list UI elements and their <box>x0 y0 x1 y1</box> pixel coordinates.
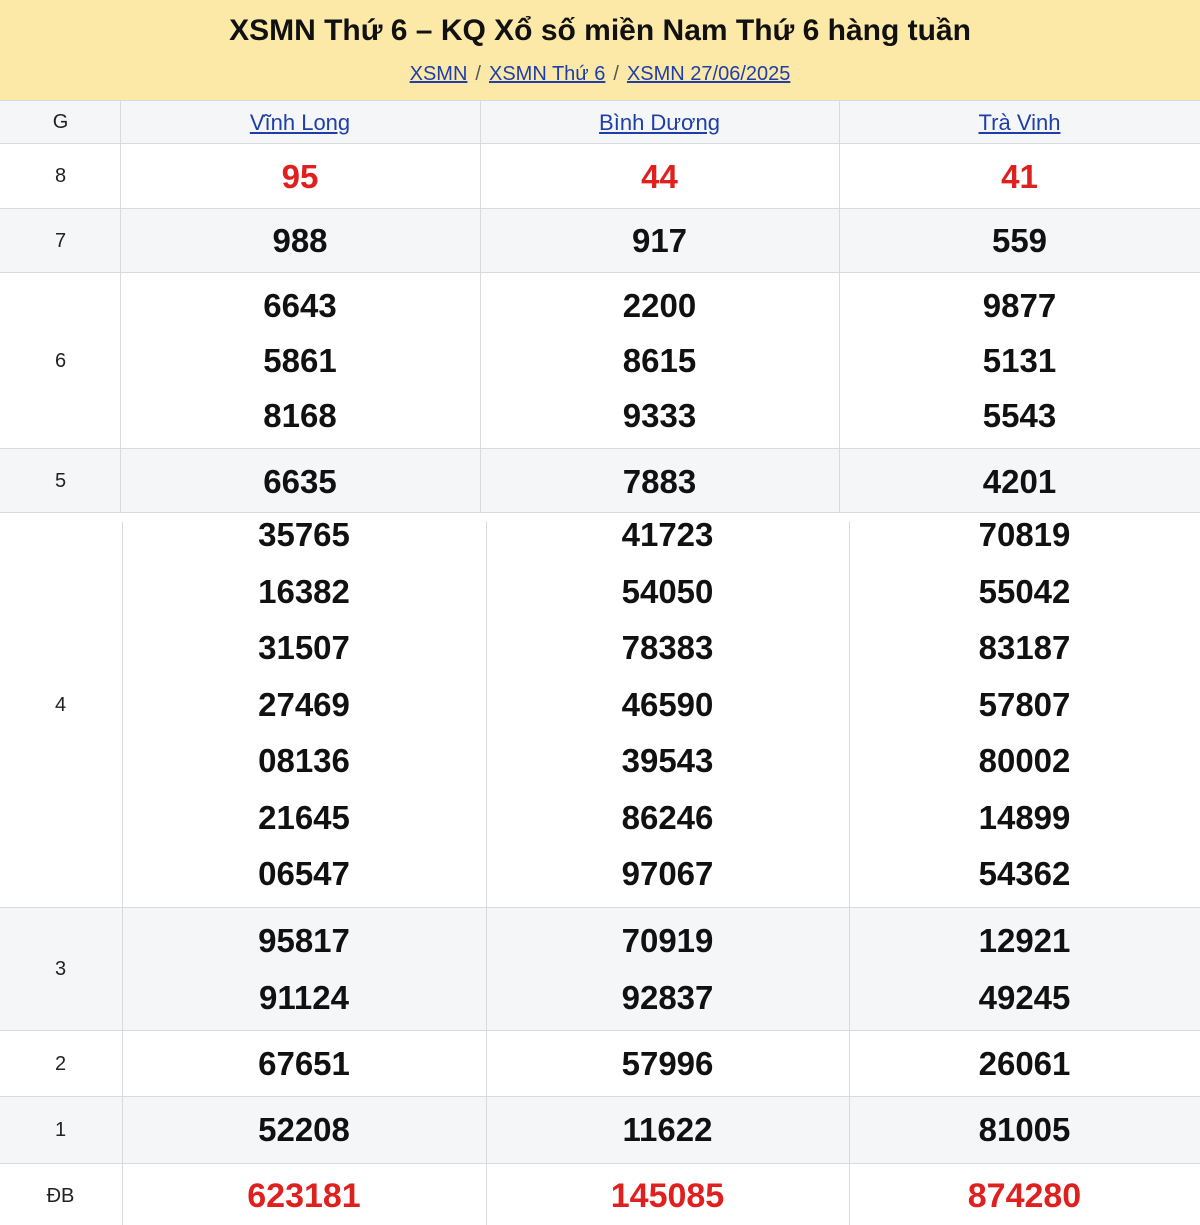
prize-4-value: 14899 <box>978 798 1071 836</box>
prize-3-value: 91124 <box>259 978 349 1016</box>
prize-3-value: 70919 <box>621 922 714 959</box>
prize-4-value: 27469 <box>258 685 350 723</box>
prize-3-value: 49245 <box>978 978 1071 1016</box>
prize-5-value: 4201 <box>982 463 1057 500</box>
prize-4-value: 70819 <box>978 516 1071 553</box>
prize-1-value: 52208 <box>258 1111 350 1148</box>
prize-6-cell <box>480 278 839 443</box>
prize-label: 1 <box>54 1119 67 1141</box>
prize-1-value: 11622 <box>622 1111 713 1148</box>
prize-label: 2 <box>54 1053 67 1075</box>
prize-3-value: 95817 <box>258 922 350 959</box>
prize-5-value: 7883 <box>622 463 697 500</box>
prize-4-cell <box>486 507 849 903</box>
prize-4-value: 97067 <box>621 855 714 892</box>
breadcrumb: XSMN / XSMN Thứ 6 / XSMN 27/06/2025 <box>409 63 791 85</box>
province-link-tra-vinh[interactable]: Trà Vinh <box>978 110 1061 135</box>
prize-4-cell <box>122 507 486 903</box>
page-header <box>0 0 1200 100</box>
prize-6-value: 5543 <box>982 397 1057 434</box>
prize-2-value: 67651 <box>258 1045 350 1082</box>
province-link-vinh-long[interactable]: Vĩnh Long <box>249 110 351 135</box>
prize-3-cell <box>122 913 486 1026</box>
prize-6-cell <box>120 278 480 443</box>
prize-label: 8 <box>54 165 67 187</box>
prize-6-value: 8168 <box>263 397 337 434</box>
breadcrumb-xsmn[interactable]: XSMN <box>409 63 468 85</box>
prize-4-value: 57807 <box>978 685 1071 723</box>
prize-4-value: 86246 <box>621 798 714 836</box>
prize-8-value: 95 <box>281 158 319 195</box>
breadcrumb-xsmn-thu6[interactable]: XSMN Thứ 6 <box>488 63 606 85</box>
special-prize-value: 145085 <box>610 1177 725 1215</box>
prize-label: 3 <box>54 958 67 980</box>
prize-4-value: 41723 <box>621 516 714 553</box>
breadcrumb-date[interactable]: XSMN 27/06/2025 <box>626 63 791 85</box>
prize-6-value: 6643 <box>263 287 337 324</box>
page-title: XSMN Thứ 6 – KQ Xổ số miền Nam Thứ 6 hàng tuần <box>229 14 971 47</box>
prize-3-value: 12921 <box>978 922 1071 959</box>
prize-label: 7 <box>54 230 67 252</box>
prize-label: 5 <box>54 470 67 492</box>
prize-4-value: 83187 <box>978 629 1071 666</box>
prize-8-value: 44 <box>641 158 678 195</box>
prize-2-value: 57996 <box>621 1045 714 1082</box>
prize-6-value: 5861 <box>263 342 337 379</box>
prize-6-value: 2200 <box>622 287 697 324</box>
prize-4-value: 21645 <box>258 798 350 836</box>
prize-4-value: 78383 <box>621 629 714 666</box>
prize-2-value: 26061 <box>978 1045 1071 1082</box>
prize-label: ĐB <box>46 1185 75 1207</box>
prize-4-value: 31507 <box>258 629 350 666</box>
prize-4-value: 08136 <box>258 742 350 779</box>
prize-3-value: 92837 <box>621 978 714 1016</box>
prize-label: 4 <box>54 694 67 716</box>
prize-4-value: 55042 <box>978 572 1071 610</box>
prize-4-value: 16382 <box>258 572 350 610</box>
prize-6-value: 9877 <box>982 287 1057 324</box>
prize-6-value: 8615 <box>622 342 697 379</box>
special-prize-value: 874280 <box>967 1177 1082 1215</box>
prize-4-cell <box>849 507 1200 903</box>
prize-7-value: 559 <box>991 222 1048 259</box>
prize-7-value: 988 <box>272 222 328 259</box>
prize-4-value: 80002 <box>978 742 1071 779</box>
special-prize-value: 623181 <box>247 1177 361 1215</box>
prize-3-cell <box>486 913 849 1026</box>
province-link-binh-duong[interactable]: Bình Dương <box>599 110 720 135</box>
prize-1-value: 81005 <box>978 1111 1071 1148</box>
prize-8-value: 41 <box>1001 158 1038 195</box>
prize-4-value: 46590 <box>621 685 714 723</box>
prize-4-value: 35765 <box>258 516 350 553</box>
prize-7-value: 917 <box>631 222 688 259</box>
prize-3-cell <box>849 913 1200 1026</box>
prize-label: 6 <box>54 350 67 372</box>
prize-6-value: 9333 <box>622 397 697 434</box>
prize-6-cell <box>839 278 1200 443</box>
prize-4-value: 06547 <box>258 855 350 892</box>
col-label-g: G <box>52 111 69 133</box>
prize-6-value: 5131 <box>982 342 1057 379</box>
prize-5-value: 6635 <box>263 463 337 500</box>
prize-4-value: 39543 <box>621 742 714 779</box>
prize-4-value: 54362 <box>978 855 1071 892</box>
prize-4-value: 54050 <box>621 572 714 610</box>
